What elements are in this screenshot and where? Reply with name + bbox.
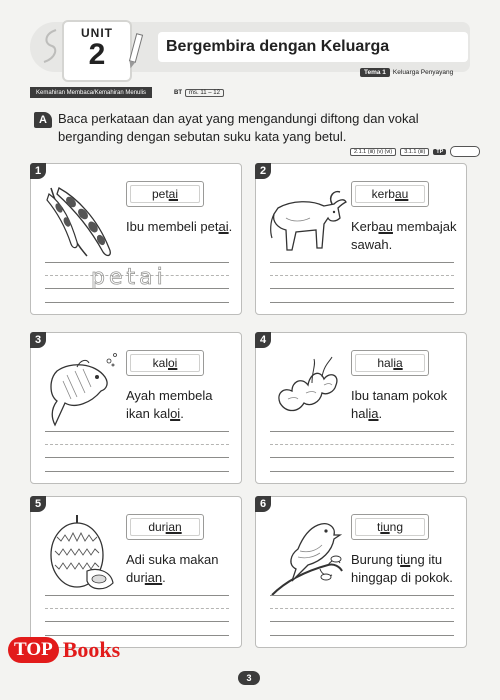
writing-guide-line [270,608,454,609]
bt-tag [174,87,224,98]
writing-line[interactable] [270,262,454,263]
card-6 [255,496,467,648]
tema-name: Keluarga Penyayang [392,68,454,76]
bt-pages: ms. 11 – 12 [185,89,224,97]
word-text: halia [377,356,403,370]
card-2 [255,163,467,315]
tema-tag [360,66,453,78]
writing-line[interactable] [270,471,454,472]
card-number: 6 [255,496,271,512]
writing-line[interactable] [45,621,229,622]
card-number: 1 [30,163,46,179]
bt-label: BT [174,89,182,96]
writing-line[interactable] [45,595,229,596]
logo-top: TOP [8,637,59,663]
writing-line[interactable] [45,457,229,458]
writing-line[interactable] [270,457,454,458]
card-number: 5 [30,496,46,512]
card-1 [30,163,242,315]
instruction-text: Baca perkataan dan ayat yang mengandungi diftong dan vokal berganding dengan sebutan suku kata yang betul. [58,111,419,144]
word-text: kerbau [371,187,409,201]
writing-line[interactable] [270,288,454,289]
writing-guide-line [270,444,454,445]
unit-number: 2 [88,38,106,71]
activity-badge: A [34,112,52,128]
sentence: Ibu membeli petai. [126,219,233,234]
writing-guide-line [45,444,229,445]
word-text: petai [151,187,179,201]
durian-icon [37,511,123,597]
word-box [126,181,204,207]
writing-line[interactable] [45,302,229,303]
word-box [351,514,429,540]
standard-tag-1: 2.1.1 (iii) (v) (vi) [350,148,396,156]
ginger-icon [262,347,348,433]
petai-beans-icon [37,178,123,264]
writing-line[interactable] [270,595,454,596]
topbooks-logo [8,630,120,670]
unit-badge [62,20,132,82]
standard-tag-2: 3.1.1 (iii) [400,148,429,156]
writing-line[interactable] [45,431,229,432]
writing-line[interactable] [45,471,229,472]
trace-word: petai [91,265,167,290]
sentence: Ibu tanam pokok halia. [351,388,448,421]
card-5 [30,496,242,648]
writing-line[interactable] [270,302,454,303]
card-number: 4 [255,332,271,348]
word-box [126,514,204,540]
decoration-swirl-icon [38,26,60,66]
card-3 [30,332,242,484]
card-number: 3 [30,332,46,348]
sentence: Ayah membela ikan kaloi. [126,388,213,421]
fish-icon [37,347,123,433]
word-box [351,181,429,207]
writing-guide-line [270,275,454,276]
bird-icon [262,511,348,597]
sentence: Adi suka makan durian. [126,552,219,585]
writing-line[interactable] [45,262,229,263]
writing-guide-line [45,608,229,609]
word-text: durian [148,520,182,534]
word-text: tiung [376,520,404,534]
tp-label: TP [433,149,446,155]
buffalo-icon [262,178,348,264]
card-4 [255,332,467,484]
standard-tags [350,146,480,157]
sentence: Burung tiung itu hinggap di pokok. [351,552,453,585]
word-box [351,350,429,376]
page-title: Bergembira dengan Keluarga [166,38,390,55]
card-number: 2 [255,163,271,179]
sentence: Kerbau membajak sawah. [351,219,457,252]
word-text: kaloi [152,356,178,370]
unit-label: UNIT [81,26,113,40]
pencil-icon [128,32,144,72]
tema-label: Tema 1 [360,68,390,77]
page-number: 3 [238,671,260,685]
writing-line[interactable] [270,431,454,432]
skill-bar: Kemahiran Membaca/Kemahiran Menulis [30,87,152,98]
word-box [126,350,204,376]
logo-books: Books [62,637,121,662]
writing-line[interactable] [270,635,454,636]
writing-line[interactable] [270,621,454,622]
tp-box [450,146,480,157]
